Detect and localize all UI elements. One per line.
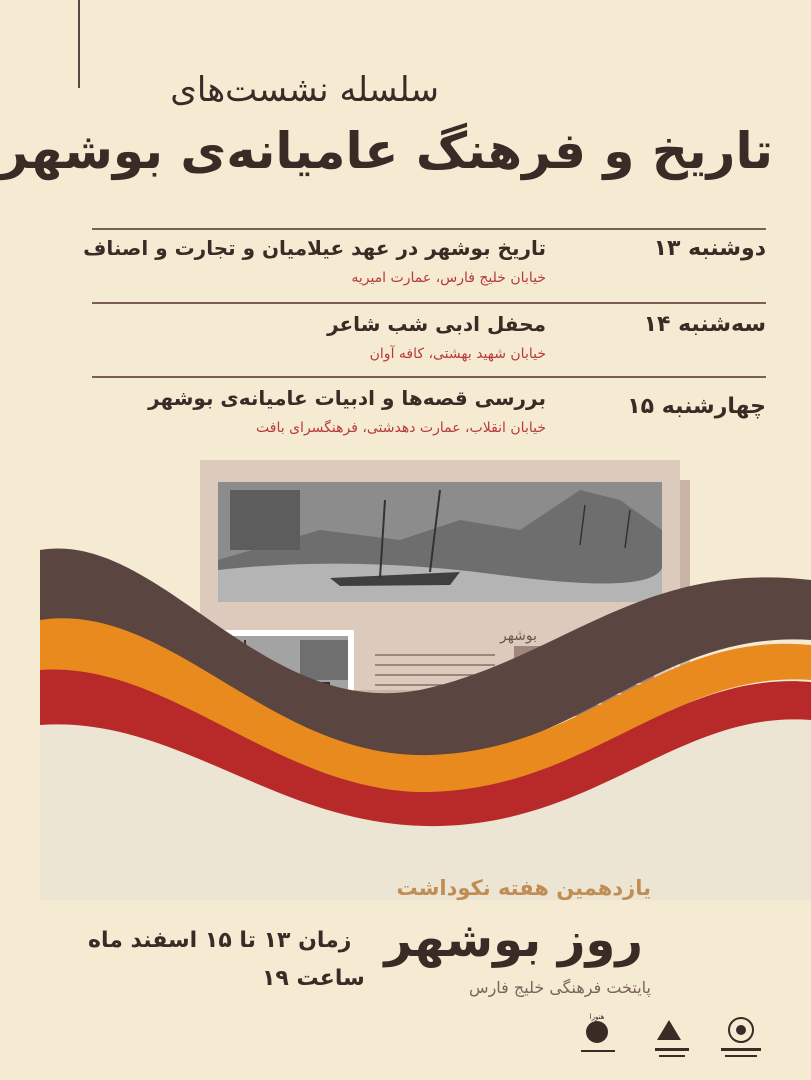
card-label-bushehr: بوشهر <box>500 628 538 644</box>
divider-1 <box>92 228 766 230</box>
decorative-line-top <box>78 0 80 88</box>
wave-decoration <box>40 520 811 900</box>
bushehr-day-title: روز بوشهر <box>384 912 643 968</box>
session-topic: محفل ادبی شب شاعر <box>327 312 546 336</box>
session-day: سه‌شنبه ۱۴ <box>643 312 766 337</box>
event-date: زمان ۱۳ تا ۱۵ اسفند ماه <box>88 928 352 953</box>
divider-2 <box>92 302 766 304</box>
municipality-logo <box>721 1018 761 1057</box>
session-place: خیابان خلیج فارس، عمارت امیریه <box>351 270 546 286</box>
session-wednesday <box>92 384 766 454</box>
honoura-logo <box>581 1013 615 1052</box>
divider-3 <box>92 376 766 378</box>
cultural-capital-caption: پایتخت فرهنگی خلیج فارس <box>469 978 651 997</box>
sponsor-logos <box>569 1010 769 1070</box>
session-monday <box>83 234 766 304</box>
series-subtitle: سلسله نشست‌های <box>170 70 439 110</box>
session-day: دوشنبه ۱۳ <box>653 236 766 261</box>
session-topic: بررسی قصه‌ها و ادبیات عامیانه‌ی بوشهر <box>148 386 546 410</box>
session-tuesday <box>92 310 766 380</box>
session-day: چهارشنبه ۱۵ <box>627 394 766 419</box>
session-place: خیابان انقلاب، عمارت دهدشتی، فرهنگسرای بافت <box>256 420 546 436</box>
honoura-logo-text: هنورا <box>589 1013 605 1021</box>
session-place: خیابان شهید بهشتی، کافه آوان <box>369 346 546 362</box>
cultural-center-logo <box>655 1020 689 1057</box>
event-time: ساعت ۱۹ <box>262 966 365 991</box>
anniversary-caption: یازدهمین هفته نکوداشت <box>396 876 651 900</box>
series-title: تاریخ و فرهنگ عامیانه‌ی بوشهر <box>0 122 773 180</box>
session-topic: تاریخ بوشهر در عهد عیلامیان و تجارت و اصناف <box>83 236 546 260</box>
